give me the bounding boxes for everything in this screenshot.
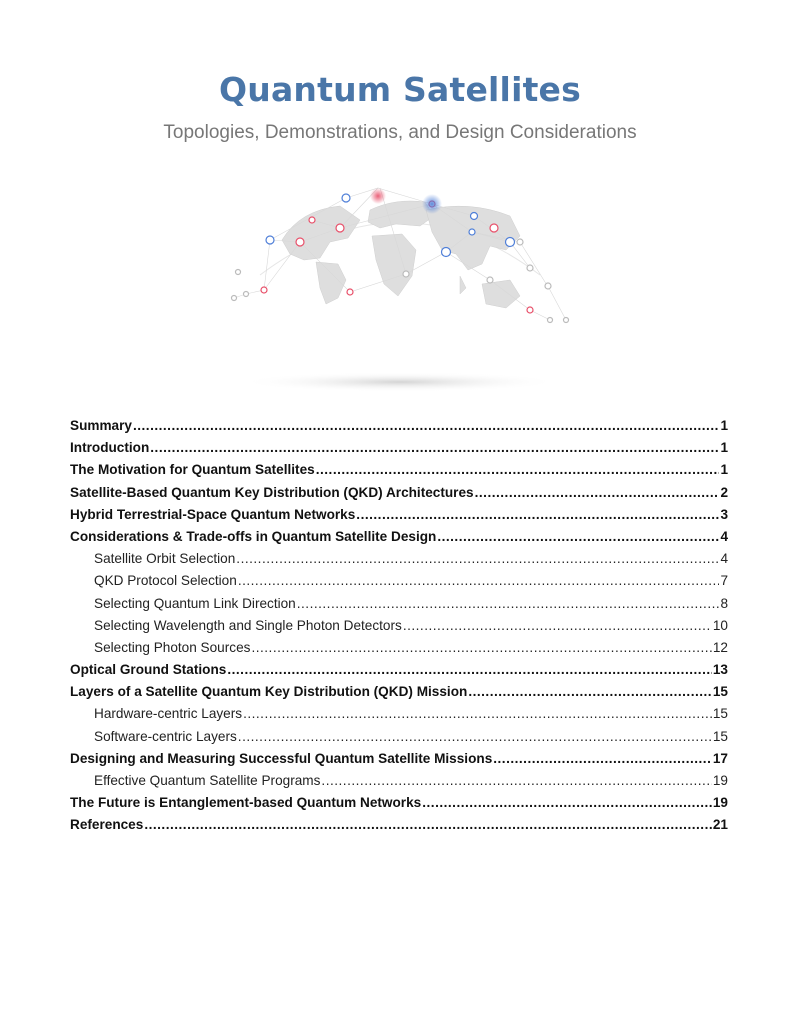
toc-leader-dots	[238, 726, 712, 748]
toc-entry-page: 4	[720, 528, 728, 544]
toc-entry-page: 4	[720, 551, 728, 567]
toc-entry-title: Selecting Wavelength and Single Photon Detectors	[94, 617, 402, 633]
toc-entry[interactable]	[70, 437, 728, 459]
toc-entry[interactable]	[70, 637, 728, 659]
toc-leader-dots	[468, 681, 712, 703]
toc-leader-dots	[493, 748, 712, 770]
toc-entry[interactable]	[70, 593, 728, 615]
toc-entry-page: 3	[720, 506, 728, 522]
toc-leader-dots	[227, 659, 712, 681]
toc-entry[interactable]	[70, 792, 728, 814]
toc-entry[interactable]	[70, 415, 728, 437]
toc-entry[interactable]	[70, 748, 728, 770]
toc-entry-title: References	[70, 817, 144, 833]
toc-entry-page: 2	[720, 484, 728, 500]
toc-entry-title: Introduction	[70, 440, 150, 456]
toc-entry-page: 13	[712, 662, 728, 678]
toc-entry-page: 12	[712, 639, 728, 655]
toc-entry-title: Satellite-Based Quantum Key Distribution (QKD) Architectures	[70, 484, 474, 500]
toc-leader-dots	[236, 548, 719, 570]
toc-leader-dots	[475, 482, 720, 504]
toc-entry[interactable]	[70, 659, 728, 681]
toc-entry-page: 15	[712, 728, 728, 744]
land-masses	[282, 201, 520, 308]
toc-entry-title: Software-centric Layers	[94, 728, 237, 744]
toc-entry-page: 1	[720, 440, 728, 456]
toc-leader-dots	[238, 570, 720, 592]
toc-entry-title: Considerations & Trade-offs in Quantum Satellite Design	[70, 528, 437, 544]
toc-entry-title: Effective Quantum Satellite Programs	[94, 773, 321, 788]
highlight-node-blue	[422, 194, 442, 214]
toc-leader-dots	[321, 770, 711, 792]
toc-entry-title: Selecting Photon Sources	[94, 639, 251, 655]
toc-entry-title: Designing and Measuring Successful Quantum Satellite Missions	[70, 750, 493, 766]
table-of-contents	[70, 415, 728, 837]
toc-entry-title: Hybrid Terrestrial-Space Quantum Networks	[70, 506, 356, 522]
toc-entry[interactable]	[70, 615, 728, 637]
page-subtitle: Topologies, Demonstrations, and Design Considerations	[163, 122, 637, 143]
toc-leader-dots	[297, 593, 720, 615]
toc-entry-page: 7	[720, 573, 728, 589]
toc-entry-title: The Future is Entanglement-based Quantum Networks	[70, 795, 422, 811]
toc-entry-page: 19	[712, 795, 728, 811]
toc-entry-page: 15	[712, 684, 728, 700]
toc-leader-dots	[251, 637, 711, 659]
toc-entry-title: Optical Ground Stations	[70, 662, 227, 678]
toc-entry-page: 10	[712, 617, 728, 633]
toc-entry[interactable]	[70, 548, 728, 570]
toc-leader-dots	[133, 415, 719, 437]
toc-entry[interactable]	[70, 504, 728, 526]
toc-leader-dots	[437, 526, 719, 548]
toc-entry[interactable]	[70, 770, 728, 792]
toc-entry[interactable]	[70, 703, 728, 725]
toc-entry-page: 19	[712, 773, 728, 788]
toc-entry-title: Hardware-centric Layers	[94, 706, 243, 722]
highlight-node-red	[370, 188, 386, 204]
toc-entry[interactable]	[70, 459, 728, 481]
toc-leader-dots	[150, 437, 719, 459]
toc-entry-page: 1	[720, 462, 728, 478]
toc-leader-dots	[422, 792, 712, 814]
toc-entry-title: Summary	[70, 418, 132, 433]
toc-entry[interactable]	[70, 726, 728, 748]
toc-leader-dots	[144, 814, 712, 836]
toc-leader-dots	[403, 615, 712, 637]
toc-leader-dots	[316, 459, 720, 481]
toc-entry-title: Layers of a Satellite Quantum Key Distribution (QKD) Mission	[70, 684, 468, 700]
toc-entry-title: Selecting Quantum Link Direction	[94, 595, 296, 611]
toc-entry-title: Satellite Orbit Selection	[94, 551, 236, 567]
toc-entry-page: 17	[712, 750, 728, 766]
toc-entry[interactable]	[70, 814, 728, 836]
globe-shadow	[240, 372, 560, 392]
toc-entry-page: 21	[712, 817, 728, 833]
world-network-globe-icon	[220, 180, 580, 400]
toc-entry-title: QKD Protocol Selection	[94, 573, 237, 589]
toc-entry[interactable]	[70, 681, 728, 703]
toc-entry-page: 1	[720, 418, 728, 433]
toc-entry[interactable]	[70, 482, 728, 504]
toc-entry-page: 15	[712, 706, 728, 722]
toc-entry[interactable]	[70, 570, 728, 592]
toc-leader-dots	[356, 504, 719, 526]
toc-entry-title: The Motivation for Quantum Satellites	[70, 462, 315, 478]
toc-leader-dots	[243, 703, 712, 725]
toc-entry[interactable]	[70, 526, 728, 548]
page-title: Quantum Satellites	[219, 70, 581, 109]
toc-entry-page: 8	[720, 595, 728, 611]
